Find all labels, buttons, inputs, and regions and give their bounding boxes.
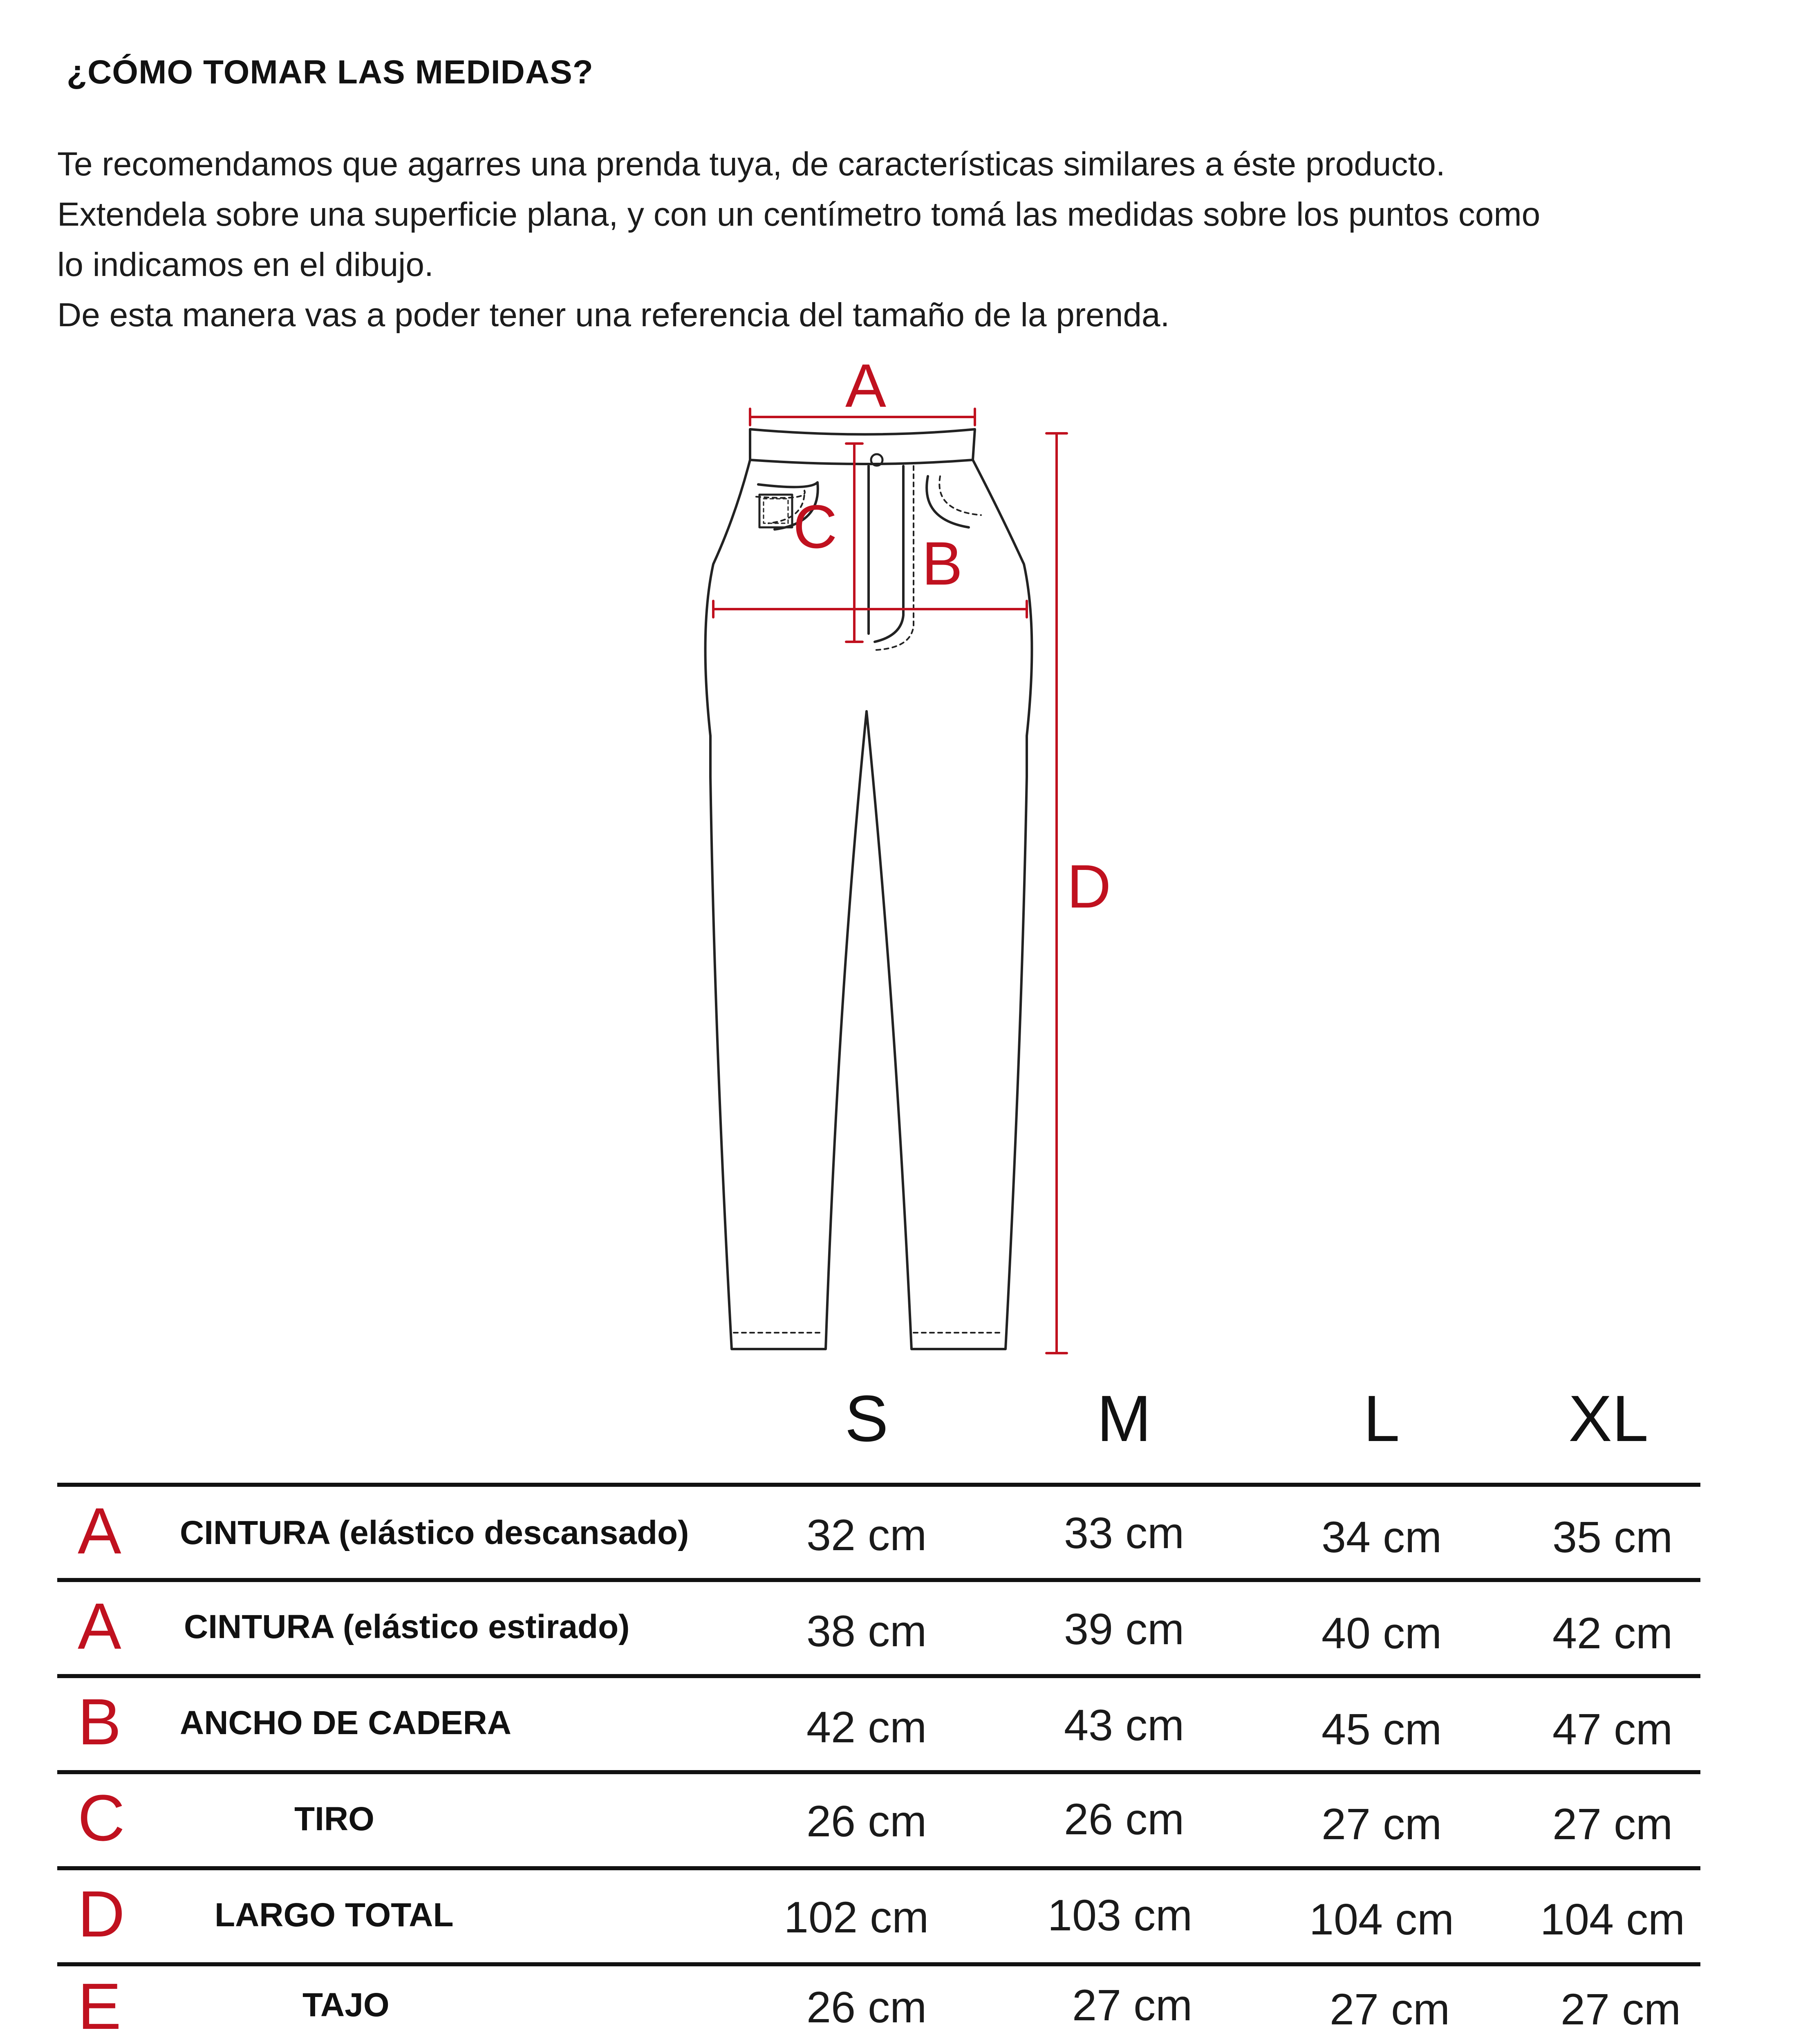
table-rule xyxy=(57,1483,1700,1487)
table-cell: 27 cm xyxy=(1552,1799,1673,1849)
intro-line: lo indicamos en el dibujo. xyxy=(57,246,434,283)
row-letter: A xyxy=(78,1589,121,1663)
row-label: LARGO TOTAL xyxy=(215,1896,454,1934)
measure-c-line xyxy=(846,444,862,642)
table-cell: 42 cm xyxy=(1552,1608,1673,1658)
table-cell: 40 cm xyxy=(1321,1608,1442,1658)
row-letter: D xyxy=(78,1877,125,1950)
label-a: A xyxy=(845,351,887,420)
row-label: TIRO xyxy=(294,1800,374,1838)
intro-line: Te recomendamos que agarres una prenda tuya, de características similares a éste producto. xyxy=(57,146,1445,183)
table-cell: 27 cm xyxy=(1329,1984,1450,2034)
label-c: C xyxy=(793,492,838,561)
fly-stitch-inner xyxy=(876,466,914,650)
table-cell: 26 cm xyxy=(806,1982,927,2032)
table-rule xyxy=(57,1962,1700,1966)
row-letter: C xyxy=(78,1781,125,1854)
table-cell: 27 cm xyxy=(1072,1980,1193,2030)
intro-line: De esta manera vas a poder tener una referencia del tamaño de la prenda. xyxy=(57,296,1170,334)
table-cell: 43 cm xyxy=(1064,1700,1185,1750)
page-title: ¿CÓMO TOMAR LAS MEDIDAS? xyxy=(67,54,594,91)
fly-curve xyxy=(875,466,903,642)
row-letter: A xyxy=(78,1494,121,1567)
intro-line: Extendela sobre una superficie plana, y con un centímetro tomá las medidas sobre los puntos como xyxy=(57,196,1541,233)
pants-diagram xyxy=(674,343,1206,1365)
table-cell: 47 cm xyxy=(1552,1704,1673,1754)
row-label: CINTURA (elástico descansado) xyxy=(180,1514,689,1551)
right-pocket xyxy=(927,476,969,527)
right-pocket-stitch xyxy=(939,476,981,515)
size-header-m: M xyxy=(1097,1382,1151,1455)
table-cell: 32 cm xyxy=(806,1510,927,1560)
table-rule xyxy=(57,1770,1700,1774)
table-cell: 26 cm xyxy=(1064,1794,1185,1844)
table-cell: 104 cm xyxy=(1540,1894,1685,1944)
size-header-xl: XL xyxy=(1568,1382,1648,1455)
table-cell: 39 cm xyxy=(1064,1604,1185,1654)
measure-d-line xyxy=(1046,433,1067,1353)
size-header-l: L xyxy=(1363,1382,1400,1455)
row-label: ANCHO DE CADERA xyxy=(180,1704,511,1741)
table-rule xyxy=(57,1578,1700,1582)
row-label: TAJO xyxy=(302,1986,390,2024)
table-cell: 38 cm xyxy=(806,1606,927,1656)
table-cell: 35 cm xyxy=(1552,1512,1673,1562)
table-rule xyxy=(57,1674,1700,1678)
table-cell: 26 cm xyxy=(806,1796,927,1846)
waistband-outline xyxy=(750,429,975,464)
label-b: B xyxy=(922,529,963,598)
table-rule xyxy=(57,1866,1700,1870)
row-label: CINTURA (elástico estirado) xyxy=(184,1608,630,1645)
table-cell: 33 cm xyxy=(1064,1508,1185,1558)
measure-b-line xyxy=(713,601,1027,617)
table-cell: 34 cm xyxy=(1321,1512,1442,1562)
table-cell: 103 cm xyxy=(1047,1890,1193,1940)
size-header-s: S xyxy=(844,1382,889,1455)
row-letter: B xyxy=(78,1685,121,1758)
intro-text xyxy=(57,139,1754,340)
label-d: D xyxy=(1067,852,1111,921)
row-letter: E xyxy=(78,1970,121,2043)
table-cell: 42 cm xyxy=(806,1702,927,1752)
table-cell: 27 cm xyxy=(1560,1984,1681,2034)
table-cell: 104 cm xyxy=(1309,1894,1454,1944)
table-cell: 102 cm xyxy=(784,1892,929,1942)
table-cell: 45 cm xyxy=(1321,1704,1442,1754)
table-cell: 27 cm xyxy=(1321,1799,1442,1849)
